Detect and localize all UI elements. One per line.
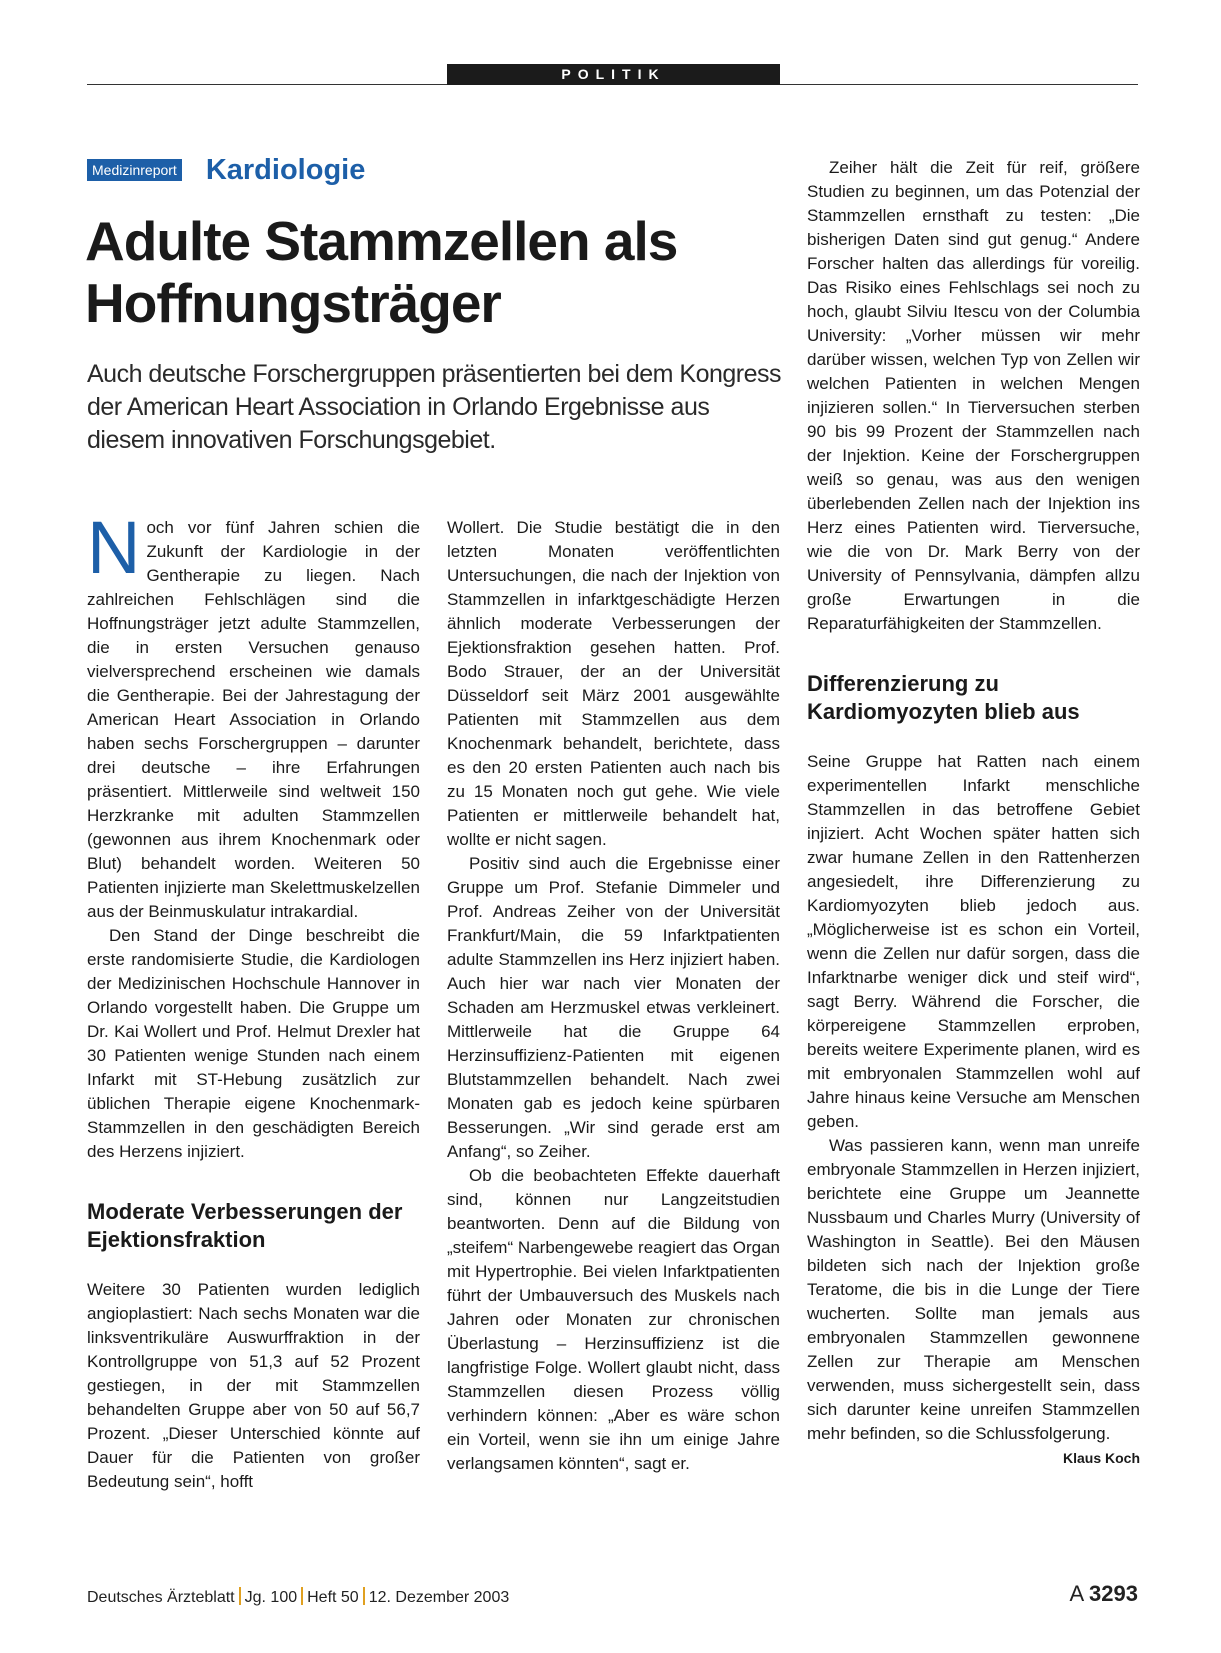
page-prefix: A [1069, 1581, 1083, 1606]
separator [239, 1587, 241, 1605]
paragraph-text: och vor fünf Jahren schien die Zukunft der Kardiologie in der Gentherapie zu liegen. Nach zahlreichen Fehlschlägen sind die Hoffnungsträger jetzt adulte Stammzellen, die in ersten Versuchen genauso vielversprechend erscheinen wie damals die Gentherapie. Bei der Jahrestagung der American Heart Association in Orlando haben sechs Forschergruppen – darunter drei deutsche – ihre Erfahrungen präsentiert. Mittlerweile sind weltweit 150 Herzkranke mit adulten Stammzellen (gewonnen aus ihrem Knochenmark oder Blut) behandelt worden. Weiteren 50 Patienten injizierte man Skelettmuskelzellen aus der Beinmuskulatur intrakardial. [87, 518, 420, 921]
issue: Heft 50 [307, 1589, 359, 1606]
column-1 [87, 506, 420, 1494]
paragraph [807, 1134, 1140, 1466]
rubric-badge: Medizinreport [87, 159, 182, 181]
headline [85, 210, 785, 334]
page-number [1069, 1581, 1138, 1607]
paragraph-text: Was passieren kann, wenn man unreife embryonale Stammzellen in Herzen injiziert, berichtete eine Gruppe um Jeannette Nussbaum und Charles Murry (University of Washington in Seattle). Bei den Mäusen bildeten sich nach der Injektion große Teratome, die bis in die Lunge der Tiere wucherten. Sollte man jemals aus embryonalen Stammzellen gewonnene Zellen zur Therapie am Menschen verwenden, muss sichergestellt sein, dass sich darunter keine unreifen Stammzellen mehr befinden, so die Schlussfolgerung. [807, 1136, 1140, 1443]
journal-name: Deutsches Ärzteblatt [87, 1589, 235, 1606]
author-byline: Klaus Koch [1062, 1450, 1140, 1466]
subheading: Moderate Verbesserungen der Ejektionsfraktion [87, 1199, 403, 1252]
separator [363, 1587, 365, 1605]
separator [301, 1587, 303, 1605]
paragraph: Ob die beobachteten Effekte dauerhaft sind, können nur Langzeitstudien beantworten. Denn auf die Bildung von „steifem“ Narbengewebe reagiert das Organ mit Hypertrophie. Bei vielen Infarktpatienten führt der Umbauversuch des Muskels nach Jahren oder Monaten zur chronischen Überlastung – Herzinsuffizienz ist die langfristige Folge. Wollert glaubt nicht, dass Stammzellen diesen Prozess völlig verhindern können: „Aber es wäre schon ein Vorteil, wenn sie ihn um einige Jahre verlangsamen könnten“, sagt er. [447, 1166, 780, 1473]
dropcap: N [87, 506, 141, 589]
section-label: POLITIK [447, 64, 780, 85]
paragraph: Seine Gruppe hat Ratten nach einem experimentellen Infarkt menschliche Stammzellen in das betroffene Gebiet injiziert. Acht Wochen später hatten sich zwar humane Zellen in den Rattenherzen angesiedelt, ihre Differenzierung zu Kardiomyozyten blieb jedoch aus. „Möglicherweise ist es schon ein Vorteil, wenn die Zellen nur dafür sorgen, dass die Infarktnarbe weniger dick und steif wird“, sagt Berry. Während die Forscher, die körpereigene Stammzellen erproben, bereits weitere Experimente planen, wird es mit embryonalen Stammzellen wohl auf Jahre hinaus keine Versuche am Menschen geben. [807, 752, 1140, 1131]
rubric-row [87, 150, 365, 190]
page-number-value: 3293 [1089, 1581, 1138, 1606]
column-3 [807, 156, 1140, 1470]
topic-label: Kardiologie [205, 153, 366, 186]
paragraph: Weitere 30 Patienten wurden lediglich angioplastiert: Nach sechs Monaten war die linksventrikuläre Auswurffraktion in der Kontrollgruppe von 51,3 auf 52 Prozent gestiegen, in der mit Stammzellen behandelten Gruppe aber von 50 auf 56,7 Prozent. „Dieser Unterschied könnte auf Dauer für die Patienten von großer Bedeutung sein“, hofft [87, 1280, 420, 1491]
paragraph: Wollert. Die Studie bestätigt die in den letzten Monaten veröffentlichten Untersuchungen, die nach der Injektion von Stammzellen in infarktgeschädigte Herzen ähnlich moderate Verbesserungen der Ejektionsfraktion gesehen hatten. Prof. Bodo Strauer, der an der Universität Düsseldorf seit März 2001 ausgewählte Patienten mit Stammzellen aus dem Knochenmark behandelt, berichtete, dass es den 20 ersten Patienten auch nach bis zu 15 Monaten noch gut gehe. Wie viele Patienten er mittlerweile behandelt hat, wollte er nicht sagen. [447, 518, 780, 849]
paragraph: Den Stand der Dinge beschreibt die erste randomisierte Studie, die Kardiologen der Medizinischen Hochschule Hannover in Orlando vorgestellt haben. Die Gruppe um Dr. Kai Wollert und Prof. Helmut Drexler hat 30 Patienten wenige Stunden nach einem Infarkt mit ST-Hebung zusätzlich zur üblichen Therapie eigene Knochenmark-Stammzellen in den geschädigten Bereich des Herzens injiziert. [87, 926, 420, 1161]
deck: Auch deutsche Forschergruppen präsentierten bei dem Kongress der American Heart Association in Orlando Ergebnisse aus diesem innovativen Forschungsgebiet. [87, 360, 782, 454]
subheading: Differenzierung zu Kardiomyozyten blieb aus [807, 671, 1080, 724]
footer [87, 1581, 1138, 1607]
issue-date: 12. Dezember 2003 [368, 1589, 510, 1606]
headline-line-1: Adulte Stammzellen als [85, 210, 678, 272]
column-2 [447, 516, 780, 1476]
paragraph: Zeiher hält die Zeit für reif, größere Studien zu beginnen, um das Potenzial der Stammzellen ernsthaft zu testen: „Die bisherigen Daten sind gut genug.“ Andere Forscher halten das allerdings für voreilig. Das Risiko eines Fehlschlags sei noch zu hoch, glaubt Silviu Itescu von der Columbia University: „Vorher müssen wir mehr darüber wissen, welchen Typ von Zellen wir welchen Patienten in welchen Mengen injizieren sollen.“ In Tierversuchen sterben 90 bis 99 Prozent der Stammzellen nach der Injektion. Keine der Forschergruppen weiß so genau, was aus den wenigen überlebenden Zellen nach der Injektion ins Herz eines Patienten wird. Tierversuche, wie die von Dr. Mark Berry von der University of Pennsylvania, dämpfen allzu große Erwartungen in die Reparaturfähigkeiten der Stammzellen. [807, 158, 1140, 633]
headline-line-2: Hoffnungsträger [85, 272, 501, 334]
volume: Jg. 100 [244, 1589, 298, 1606]
paragraph [87, 506, 420, 924]
paragraph: Positiv sind auch die Ergebnisse einer Gruppe um Prof. Stefanie Dimmeler und Prof. Andreas Zeiher von der Universität Frankfurt/Main, die 59 Infarktpatienten adulte Stammzellen ins Herz injiziert haben. Auch hier war nach vier Monaten der Schaden am Herzmuskel etwas verkleinert. Mittlerweile hat die Gruppe 64 Herzinsuffizienz-Patienten mit eigenen Blutstammzellen behandelt. Nach zwei Monaten gab es jedoch keine spürbaren Besserungen. „Wir sind gerade erst am Anfang“, so Zeiher. [447, 854, 780, 1161]
